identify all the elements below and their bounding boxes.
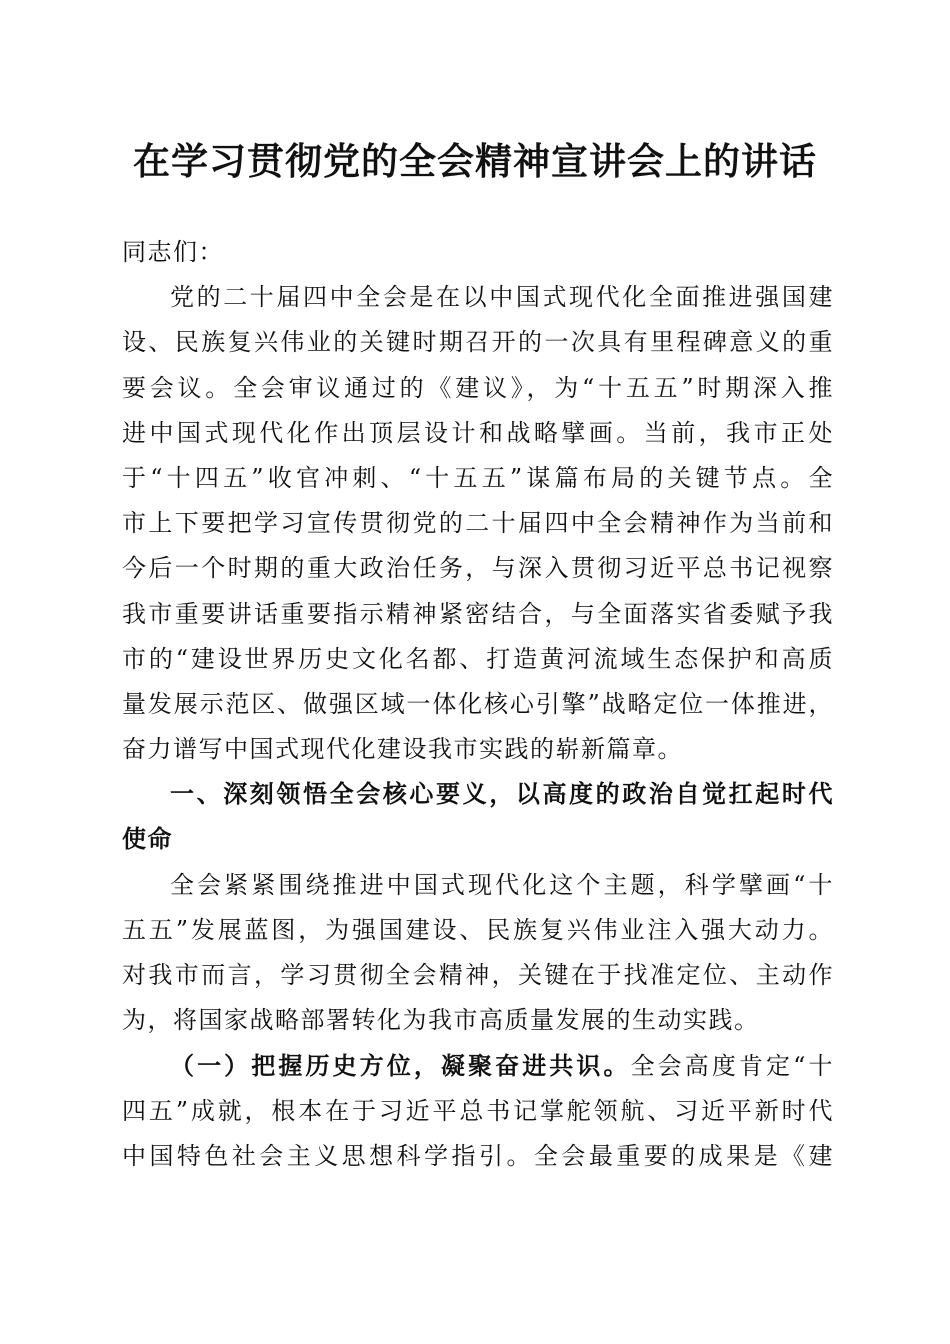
intro-line: 奋力谱写中国式现代化建设我市实践的崭新篇章。 bbox=[122, 735, 683, 764]
intro-line: 市上下要把学习宣传贯彻党的二十届四中全会精神作为当前和 bbox=[122, 509, 834, 538]
section-heading: 一、深刻领悟全会核心要义，以高度的政治自觉扛起时代 bbox=[170, 780, 834, 809]
section-line: 为，将国家战略部署转化为我市高质量发展的生动实践。 bbox=[122, 1006, 760, 1035]
salutation: 同志们： bbox=[122, 238, 224, 266]
subsection-line bbox=[122, 1043, 834, 1088]
section-line: 五五”发展蓝图，为强国建设、民族复兴伟业注入强大动力。 bbox=[122, 915, 834, 944]
subsection-heading: （一）把握历史方位，凝聚奋进共识。 bbox=[170, 1051, 631, 1081]
intro-line: 今后一个时期的重大政治任务，与深入贯彻习近平总书记视察 bbox=[122, 554, 834, 583]
intro-line: 进中国式现代化作出顶层设计和战略擘画。当前，我市正处 bbox=[122, 418, 834, 447]
subsection-text: 全会高度肯定“十 bbox=[630, 1052, 834, 1081]
section-line: 全会紧紧围绕推进中国式现代化这个主题，科学擘画“十 bbox=[170, 870, 834, 899]
intro-line: 市的“建设世界历史文化名都、打造黄河流域生态保护和高质 bbox=[122, 644, 834, 673]
document-title: 在学习贯彻党的全会精神宣讲会上的讲话 bbox=[133, 139, 817, 183]
subsection-line: 中国特色社会主义思想科学指引。全会最重要的成果是《建 bbox=[122, 1141, 834, 1170]
intro-line: 要会议。全会审议通过的《建议》，为“十五五”时期深入推 bbox=[122, 373, 834, 402]
intro-line: 党的二十届四中全会是在以中国式现代化全面推进强国建 bbox=[170, 283, 834, 312]
document-body bbox=[122, 230, 834, 1179]
section-heading: 使命 bbox=[122, 825, 173, 854]
section-line: 对我市而言，学习贯彻全会精神，关键在于找准定位、主动作 bbox=[122, 961, 834, 989]
subsection-line: 四五”成就，根本在于习近平总书记掌舵领航、习近平新时代 bbox=[122, 1096, 834, 1125]
intro-line: 量发展示范区、做强区域一体化核心引擎”战略定位一体推进， bbox=[122, 689, 834, 718]
intro-line: 设、民族复兴伟业的关键时期召开的一次具有里程碑意义的重 bbox=[122, 328, 834, 357]
intro-line: 于“十四五”收官冲刺、“十五五”谋篇布局的关键节点。全 bbox=[122, 463, 834, 492]
intro-line: 我市重要讲话重要指示精神紧密结合，与全面落实省委赋予我 bbox=[122, 599, 834, 628]
